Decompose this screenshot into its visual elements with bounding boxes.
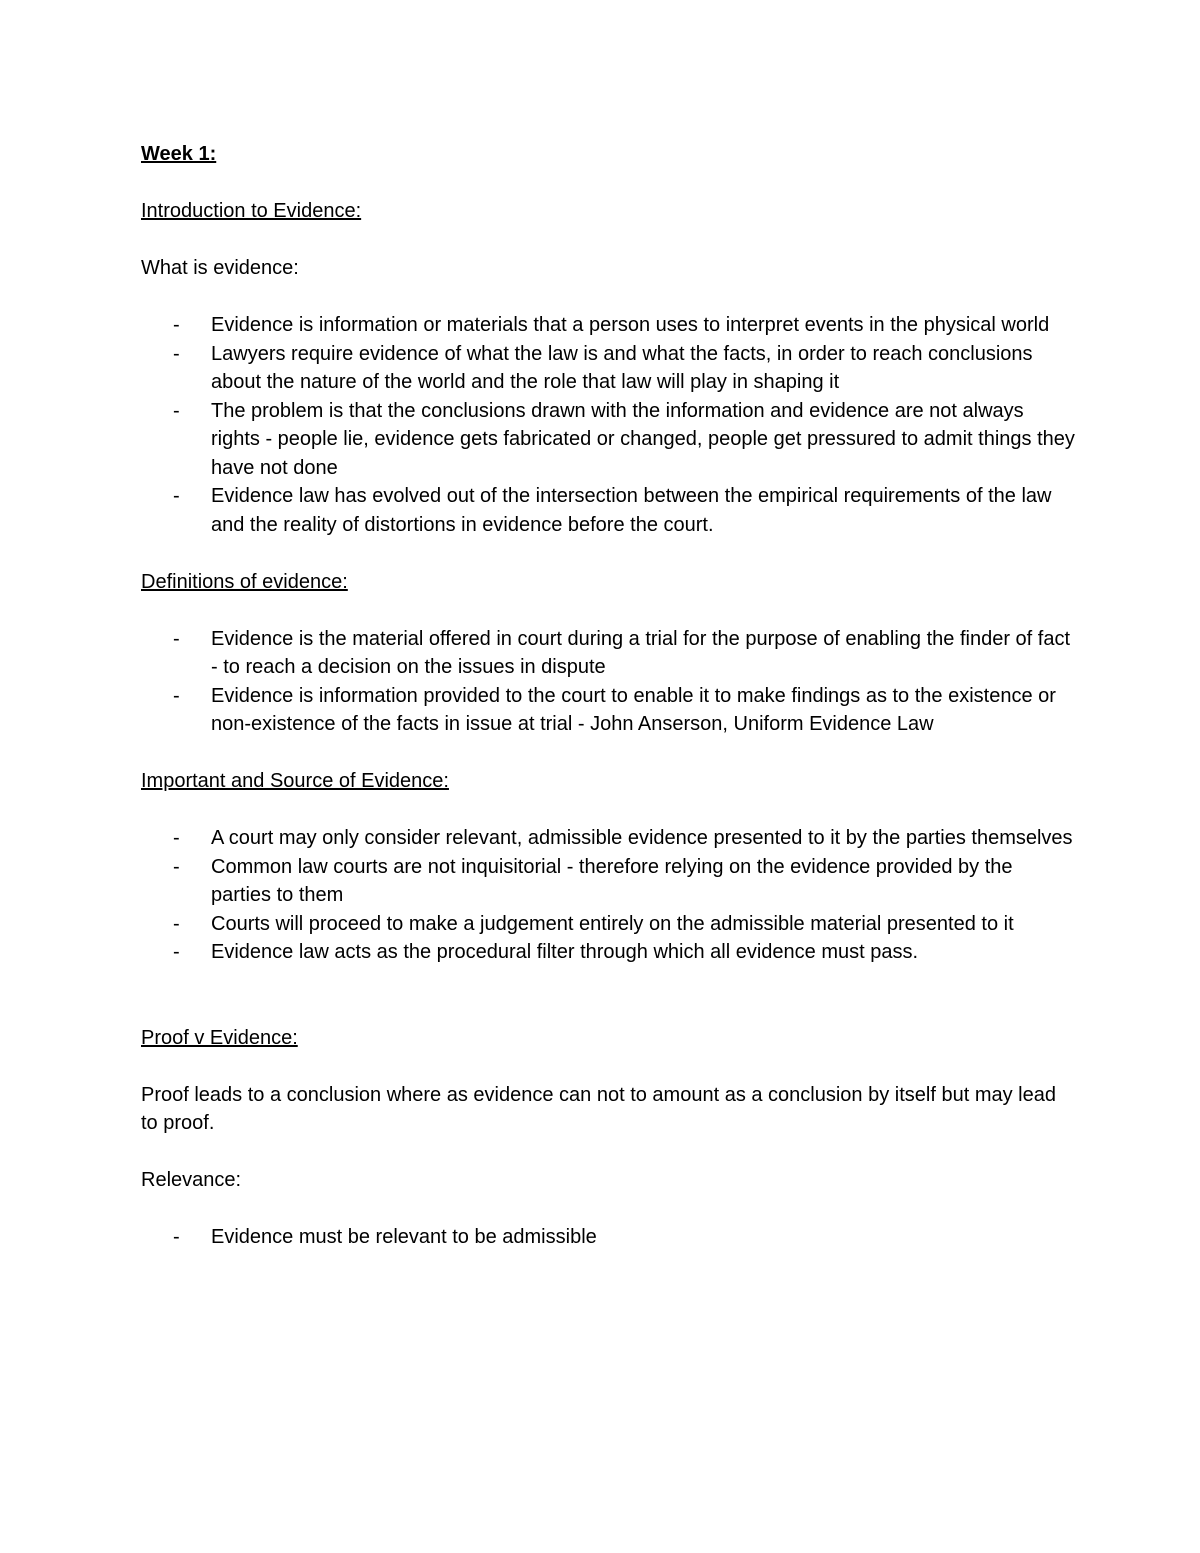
bullet-marker: - <box>173 314 180 336</box>
list-item <box>141 910 1076 939</box>
relevance-subtitle: Relevance: <box>141 1169 242 1191</box>
list-item <box>141 938 1076 967</box>
list-item-text: Evidence must be relevant to be admissible <box>211 1226 597 1248</box>
list-item <box>141 311 1076 340</box>
intro-bullet-list <box>141 311 1076 539</box>
importance-section-title: Important and Source of Evidence: <box>141 770 449 792</box>
bullet-marker: - <box>173 827 180 849</box>
week-title: Week 1: <box>141 143 217 165</box>
bullet-marker: - <box>173 399 180 422</box>
list-item <box>141 853 1076 910</box>
document-page <box>141 140 1076 1252</box>
bullet-marker: - <box>173 485 180 507</box>
list-item-text: A court may only consider relevant, admissible evidence presented to it by the parties themselves <box>211 827 1073 849</box>
list-item <box>141 824 1076 853</box>
list-item <box>141 482 1076 539</box>
list-item-text: Evidence law has evolved out of the intersection between the empirical requirements of the law and the reality of distortions in evidence before the court. <box>211 485 1052 536</box>
proof-paragraph: Proof leads to a conclusion where as evidence can not to amount as a conclusion by itself but may lead to proof. <box>141 1083 1056 1134</box>
bullet-marker: - <box>173 627 180 650</box>
definitions-section-title: Definitions of evidence: <box>141 570 348 593</box>
list-item <box>141 682 1076 739</box>
bullet-marker: - <box>173 1226 180 1248</box>
list-item-text: Evidence is information provided to the court to enable it to make findings as to the existence or non-existence of the facts in issue at trial - John Anserson, Uniform Evidence Law <box>211 684 1056 735</box>
bullet-marker: - <box>173 684 180 707</box>
bullet-marker: - <box>173 342 180 365</box>
list-item-text: Evidence law acts as the procedural filter through which all evidence must pass. <box>211 941 919 963</box>
definitions-bullet-list <box>141 625 1076 739</box>
bullet-marker: - <box>173 912 180 935</box>
bullet-marker: - <box>173 855 180 878</box>
relevance-bullet-list <box>141 1223 1076 1252</box>
list-item-text: Courts will proceed to make a judgement entirely on the admissible material presented to it <box>211 912 1014 935</box>
list-item <box>141 340 1076 397</box>
proof-section-title: Proof v Evidence: <box>141 1026 298 1049</box>
bullet-marker: - <box>173 941 180 963</box>
list-item-text: Lawyers require evidence of what the law is and what the facts, in order to reach conclusions about the nature of the world and the role that law will play in shaping it <box>211 342 1033 393</box>
intro-subtitle: What is evidence: <box>141 257 299 279</box>
list-item-text: Common law courts are not inquisitorial - therefore relying on the evidence provided by the parties to them <box>211 855 1013 906</box>
list-item-text: The problem is that the conclusions drawn with the information and evidence are not always rights - people lie, evidence gets fabricated or changed, people get pressured to admit things they have not done <box>211 399 1075 479</box>
importance-bullet-list <box>141 824 1076 967</box>
list-item-text: Evidence is the material offered in court during a trial for the purpose of enabling the finder of fact - to reach a decision on the issues in dispute <box>211 627 1071 678</box>
intro-section-title: Introduction to Evidence: <box>141 200 362 222</box>
list-item <box>141 397 1076 483</box>
list-item <box>141 1223 1076 1252</box>
list-item <box>141 625 1076 682</box>
list-item-text: Evidence is information or materials that a person uses to interpret events in the physical world <box>211 314 1050 336</box>
